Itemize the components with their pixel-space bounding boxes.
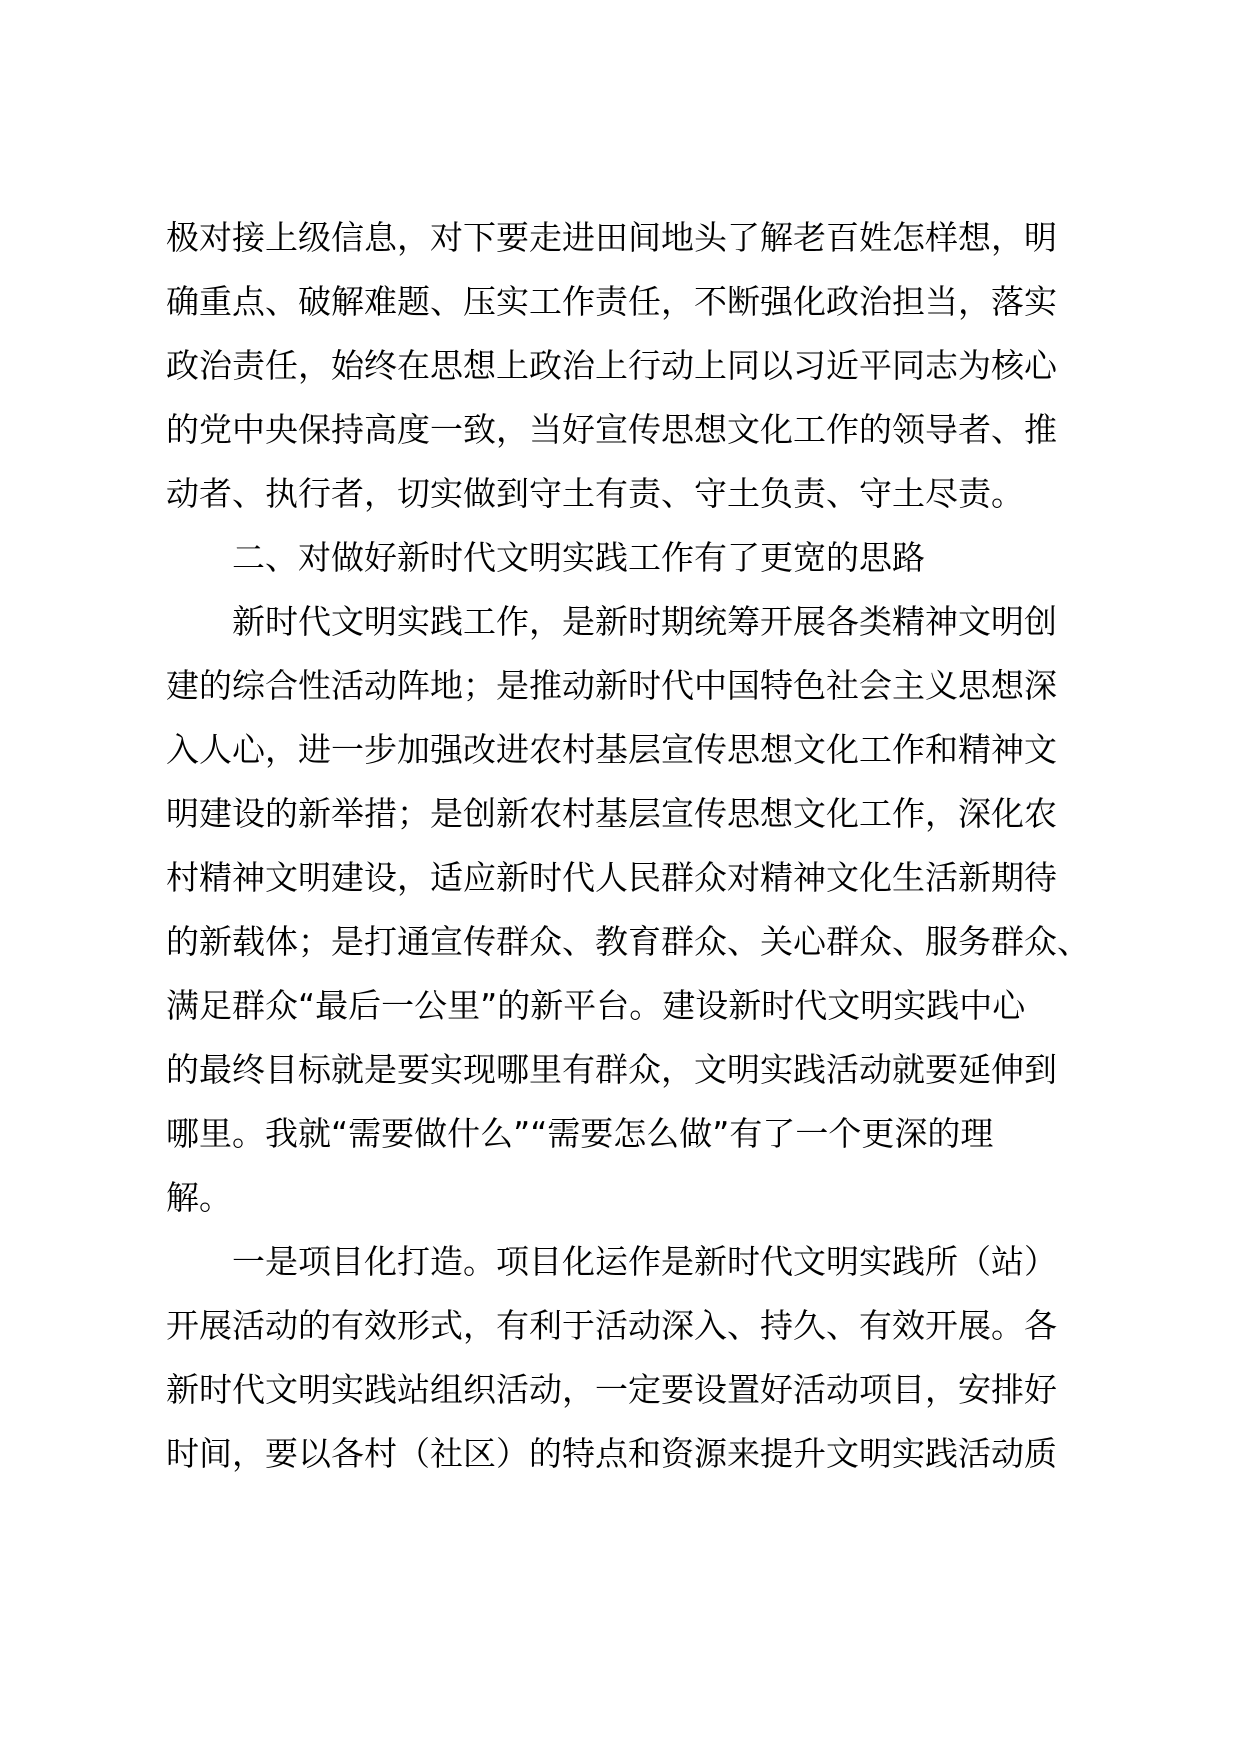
paragraph-3-line: 时间，要以各村（社区）的特点和资源来提升文明实践活动质: [166, 1434, 1057, 1473]
paragraph-2-line: 解。: [166, 1178, 232, 1217]
paragraph-3-line: 新时代文明实践站组织活动，一定要设置好活动项目，安排好: [166, 1370, 1057, 1409]
paragraph-2-line: 建的综合性活动阵地；是推动新时代中国特色社会主义思想深: [166, 666, 1057, 705]
paragraph-2-line: 哪里。我就“需要做什么”“需要怎么做”有了一个更深的理: [166, 1114, 994, 1153]
paragraph-3-line: 开展活动的有效形式，有利于活动深入、持久、有效开展。各: [166, 1306, 1057, 1345]
paragraph-3-line: 一是项目化打造。项目化运作是新时代文明实践所（站）: [232, 1242, 1057, 1281]
paragraph-2-line: 村精神文明建设，适应新时代人民群众对精神文化生活新期待: [166, 858, 1057, 897]
paragraph-2-line: 入人心，进一步加强改进农村基层宣传思想文化工作和精神文: [166, 730, 1057, 769]
paragraph-2-line: 新时代文明实践工作，是新时期统筹开展各类精神文明创: [232, 602, 1057, 641]
paragraph-2-line: 的新载体；是打通宣传群众、教育群众、关心群众、服务群众、: [166, 922, 1090, 961]
document-body: [166, 206, 1090, 1486]
paragraph-1-line: 的党中央保持高度一致，当好宣传思想文化工作的领导者、推: [166, 410, 1057, 449]
paragraph-2-line: 满足群众“最后一公里”的新平台。建设新时代文明实践中心: [166, 986, 1026, 1025]
paragraph-1-line: 动者、执行者，切实做到守土有责、守土负责、守土尽责。: [166, 474, 1024, 513]
paragraph-2-line: 明建设的新举措；是创新农村基层宣传思想文化工作，深化农: [166, 794, 1057, 833]
paragraph-1-line: 极对接上级信息，对下要走进田间地头了解老百姓怎样想，明: [166, 218, 1057, 257]
section-heading: 二、对做好新时代文明实践工作有了更宽的思路: [232, 538, 925, 577]
paragraph-1-line: 确重点、破解难题、压实工作责任，不断强化政治担当，落实: [166, 282, 1057, 321]
paragraph-2-line: 的最终目标就是要实现哪里有群众，文明实践活动就要延伸到: [166, 1050, 1057, 1089]
paragraph-1-line: 政治责任，始终在思想上政治上行动上同以习近平同志为核心: [166, 346, 1057, 385]
